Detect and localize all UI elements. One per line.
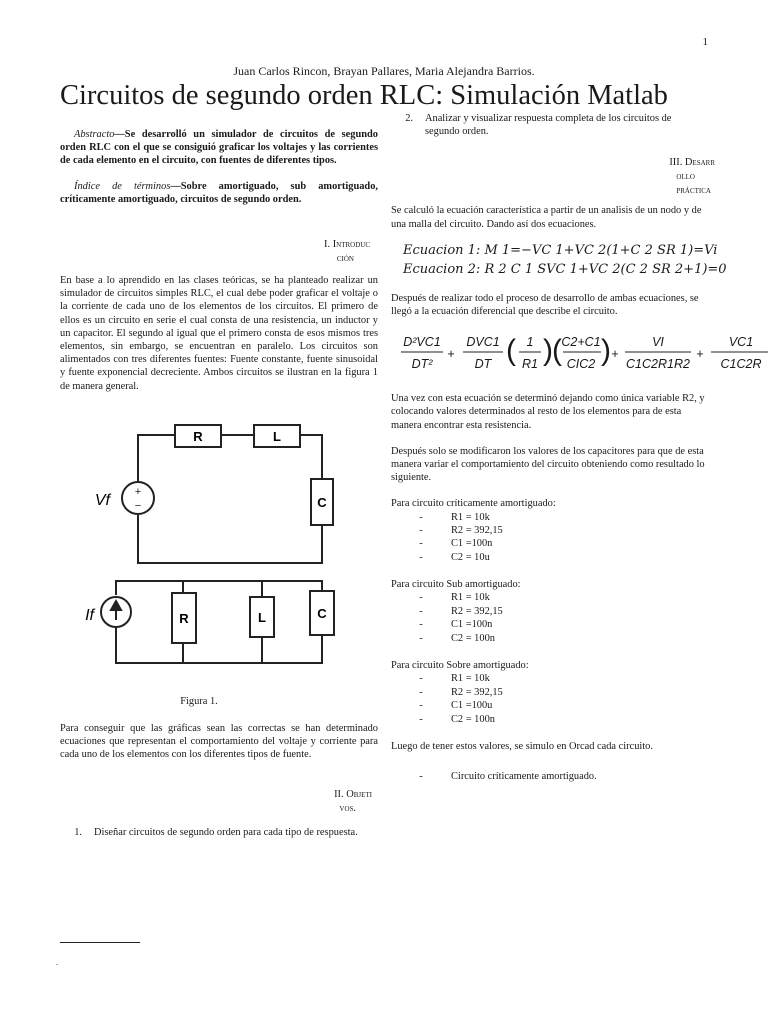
diffeq-num-2: DVC1 [466, 335, 500, 350]
series-inductor-label: L [273, 428, 281, 444]
section-heading-objectives [60, 788, 378, 816]
diffeq-num-4: C2+C1 [561, 335, 601, 350]
series-source-label: Vf [94, 491, 110, 509]
abstract-label: Abstracto [74, 129, 115, 140]
critical-values-list [391, 511, 768, 565]
section-heading-introduction [60, 238, 378, 266]
paren-close-1: ) [543, 334, 553, 368]
paper-title: Circuitos de segundo orden RLC: Simulación Matlab [60, 80, 668, 111]
diffeq-num-3: 1 [526, 335, 534, 350]
list-item: - C2 = 100n [419, 713, 495, 725]
right-column [391, 112, 768, 784]
source-minus-icon: − [134, 499, 142, 512]
intro-heading-line1: I. Introduc [324, 239, 370, 251]
diffeq-den-6: C1C2R [720, 357, 762, 372]
differential-equation [391, 326, 768, 378]
diffeq-den-1: DT² [411, 357, 433, 372]
objective-1 [60, 826, 378, 839]
list-item: - R1 = 10k [419, 673, 490, 685]
parallel-inductor-label: L [258, 609, 266, 625]
over-values-list [391, 672, 768, 726]
sub-label: Para circuito Sub amortiguado: [391, 579, 521, 591]
figure-caption: Figura 1. [180, 695, 218, 707]
objectives-heading-line2: vos. [339, 802, 356, 814]
diffeq-den-4: CIC2 [566, 357, 596, 372]
dev-heading-line2: ollo [676, 171, 695, 183]
diffeq-num-1: D²VC1 [403, 335, 441, 350]
list-item: - C2 = 100n [419, 632, 495, 644]
list-item: - C1 =100u [419, 700, 493, 712]
characteristic-equations [391, 241, 768, 279]
dev-paragraph-2: Después de realizar todo el proceso de desarrollo de ambas ecuaciones, se llegó a la ecuación diferencial que describe el circuito. [391, 292, 699, 318]
parallel-source-label: If [85, 606, 94, 624]
footnote-rule [60, 942, 140, 943]
critical-label: Para circuito críticamente amortiguado: [391, 498, 556, 510]
list-item: - R2 = 392,15 [419, 525, 503, 537]
plus-2: + [611, 347, 619, 362]
figure-paragraph: Para conseguir que las gráficas sean las correctas se han determinado ecuaciones que representan el comportamiento del voltaje y corriente para cada uno de los elementos con los diferentes tipos de fuente. [60, 723, 378, 761]
objective-1-number: 1. [74, 826, 82, 838]
equation-2: Ecuacion 2: R 2 C 1 SVC 1+VC 2(C 2 SR 2+1)=0 [403, 261, 727, 277]
section-heading-development [391, 156, 715, 198]
over-label: Para circuito Sobre amortiguado: [391, 660, 529, 672]
diffeq-num-6: VC1 [728, 335, 754, 350]
series-resistor-label: R [193, 428, 203, 444]
index-terms-label: Índice de términos [74, 180, 171, 192]
parallel-capacitor-label: C [317, 605, 327, 621]
index-terms-text: Sobre amortiguado, sub amortiguado, críticamente amortiguado, circuitos de segundo orden. [60, 180, 378, 205]
page-number: 1 [702, 36, 708, 48]
parallel-resistor-label: R [179, 610, 189, 626]
diffeq-num-5: VI [652, 335, 664, 350]
intro-paragraph: En base a lo aprendido en las clases teóricas, se ha planteado realizar un simulador de circuitos simples RLC, el cual debe poder graficar el voltaje o la corriente de cada uno de los elementos de los circuitos. El primero de ellos es un circuito en serie el cual consta de una resistencia, un inductor y un capacitor. El segundo al igual que el primero consta de esos mismos tres elementos, sin embargo, se encuentran en paralelo. Los circuitos son alimentados con tres diferentes fuentes: Fuente constante, fuente sinusoidal y fuente exponencial decreciente. Ambos circuitos se ilustran en la figura 1 de manera general. [60, 275, 378, 392]
sub-values-list [391, 591, 768, 645]
list-item: - R1 = 10k [419, 511, 490, 523]
diffeq-den-3: R1 [522, 357, 538, 372]
plus-1: + [447, 347, 455, 362]
intro-heading-line2: ción [336, 253, 354, 265]
list-item: - C2 = 10u [419, 551, 490, 563]
equation-1: Ecuacion 1: M 1=−VC 1+VC 2(1+C 2 SR 1)=Vi [403, 242, 718, 258]
orcad-paragraph: Luego de tener estos valores, se simulo en Orcad cada circuito. [391, 740, 653, 752]
list-item: - Circuito críticamente amortiguado. [419, 771, 597, 783]
left-column [60, 128, 378, 839]
objective-2-text: Analizar y visualizar respuesta completa de los circuitos de segundo orden. [425, 113, 672, 138]
list-item: - R2 = 392,15 [419, 605, 503, 617]
dev-paragraph-3: Una vez con esta ecuación se determinó dejando como única variable R2, y colocando valores determinados al resto de los elementos para de esta manera encontrar esta resistencia. [391, 393, 705, 431]
abstract: Abstracto—Se desarrolló un simulador de circuitos de segundo orden RLC con el que se consiguió graficar los voltajes y las corrientes de cada elemento en el circuito, con fuentes de diferentes tipos. [60, 129, 378, 167]
source-plus-icon: + [134, 485, 142, 498]
dev-paragraph-1: Se calculó la ecuación característica a partir de un analisis de un nodo y de una malla del circuito. Dando así dos ecuaciones. [391, 205, 702, 230]
diffeq-den-5: C1C2R1R2 [626, 357, 690, 372]
list-item: - C1 =100n [419, 538, 493, 550]
paren-open-1: ( [506, 334, 516, 368]
figure-1-circuits [60, 417, 378, 687]
final-list [391, 770, 768, 783]
list-item: - R2 = 392,15 [419, 686, 503, 698]
series-capacitor-label: C [317, 494, 327, 510]
objective-2-number: 2. [405, 113, 413, 124]
plus-3: + [696, 347, 704, 362]
objective-1-text: Diseñar circuitos de segundo orden para cada tipo de respuesta. [94, 826, 358, 838]
paren-close-2: ) [601, 334, 611, 368]
dev-heading-line1: III. Desarr [669, 157, 715, 169]
diffeq-den-2: DT [474, 357, 492, 372]
authors: Juan Carlos Rincon, Brayan Pallares, Maria Alejandra Barrios. [233, 64, 535, 78]
paren-open-2: ( [552, 334, 562, 368]
footnote-dot: . [56, 958, 58, 967]
dev-heading-line3: práctica [676, 185, 711, 197]
objectives-heading-line1: II. Objeti [334, 788, 372, 800]
list-item: - R1 = 10k [419, 592, 490, 604]
abstract-text: Se desarrolló un simulador de circuitos de segundo orden RLC con el que se consiguió graficar los voltajes y las corrientes de cada elemento en el circuito, con fuentes de diferentes tipos. [60, 129, 378, 167]
list-item: - C1 =100n [419, 619, 493, 631]
objective-2 [391, 112, 691, 138]
index-terms: Índice de términos—Sobre amortiguado, sub amortiguado, críticamente amortiguado, circuitos de segundo orden. [60, 180, 378, 205]
dev-paragraph-4: Después solo se modificaron los valores de los capacitores para que de esta manera variar el comportamiento del circuito obteniendo como resultado lo siguiente. [391, 445, 705, 484]
